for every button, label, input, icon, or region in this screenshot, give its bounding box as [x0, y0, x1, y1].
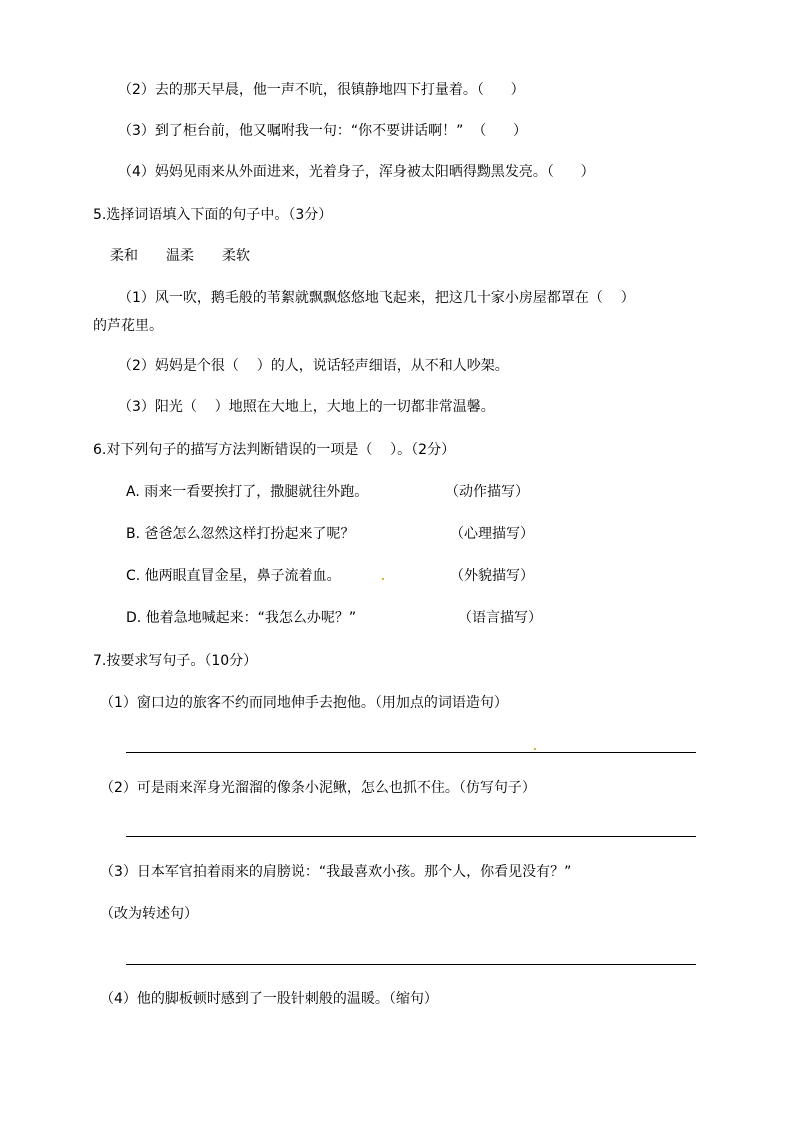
- q5-item-3: （3）阳光（ ）地照在大地上，大地上的一切都非常温馨。: [118, 399, 495, 415]
- q5-item-2: （2）妈妈是个很（ ）的人，说话轻声细语，从不和人吵架。: [118, 358, 509, 374]
- q5-item-1-line-1: （1）风一吹，鹅毛般的苇絮就飘飘悠悠地飞起来，把这几十家小房屋都罩在（ ）: [118, 290, 635, 306]
- q6-title: 6.对下列句子的描写方法判断错误的一项是（ ）。（2分）: [93, 442, 456, 458]
- q7-item-1: （1）窗口边的旅客不约而同地伸手去抱他。（用加点的词语造句）: [100, 695, 508, 711]
- stray-dot: [534, 748, 536, 750]
- q6-option-c-tag: （外貌描写）: [450, 568, 534, 584]
- q7-item-3-answer-line[interactable]: [126, 964, 696, 965]
- q7-item-1-answer-line[interactable]: [126, 752, 696, 753]
- q4-item-2: （2）去的那天早晨，他一声不吭，很镇静地四下打量着。（ ）: [118, 82, 525, 98]
- q7-title: 7.按要求写句子。（10分）: [93, 653, 258, 669]
- q4-item-4: （4）妈妈见雨来从外面进来，光着身子，浑身被太阳晒得黝黑发亮。（ ）: [118, 164, 595, 180]
- q6-option-a-tag: （动作描写）: [445, 484, 529, 500]
- q5-word-1: 柔和: [110, 248, 138, 264]
- q6-option-b: B. 爸爸怎么忽然这样打扮起来了呢？: [126, 526, 355, 542]
- q7-item-3-line-2: （改为转述句）: [100, 906, 198, 922]
- q6-option-d-tag: （语言描写）: [458, 610, 542, 626]
- q7-item-2-answer-line[interactable]: [126, 836, 696, 837]
- q6-option-d: D. 他着急地喊起来：“我怎么办呢？”: [126, 610, 357, 626]
- q5-title: 5.选择词语填入下面的句子中。（3分）: [93, 207, 333, 223]
- q7-item-4: （4）他的脚板顿时感到了一股针刺般的温暖。（缩句）: [100, 991, 438, 1007]
- q5-item-1-line-2: 的芦花里。: [93, 318, 163, 334]
- q7-item-3-line-1: （3）日本军官拍着雨来的肩膀说：“我最喜欢小孩。那个人，你看见没有？”: [100, 864, 572, 880]
- q5-word-3: 柔软: [222, 248, 250, 264]
- q6-option-a: A. 雨来一看要挨打了，撒腿就往外跑。: [126, 484, 369, 500]
- q6-option-b-tag: （心理描写）: [450, 526, 534, 542]
- stray-dot: [382, 578, 384, 580]
- q5-word-2: 温柔: [166, 248, 194, 264]
- q7-item-2: （2）可是雨来浑身光溜溜的像条小泥鳅，怎么也抓不住。（仿写句子）: [100, 780, 536, 796]
- q6-option-c: C. 他两眼直冒金星，鼻子流着血。: [126, 568, 341, 584]
- q4-item-3: （3）到了柜台前，他又嘱咐我一句：“你不要讲话啊！” （ ）: [118, 123, 528, 139]
